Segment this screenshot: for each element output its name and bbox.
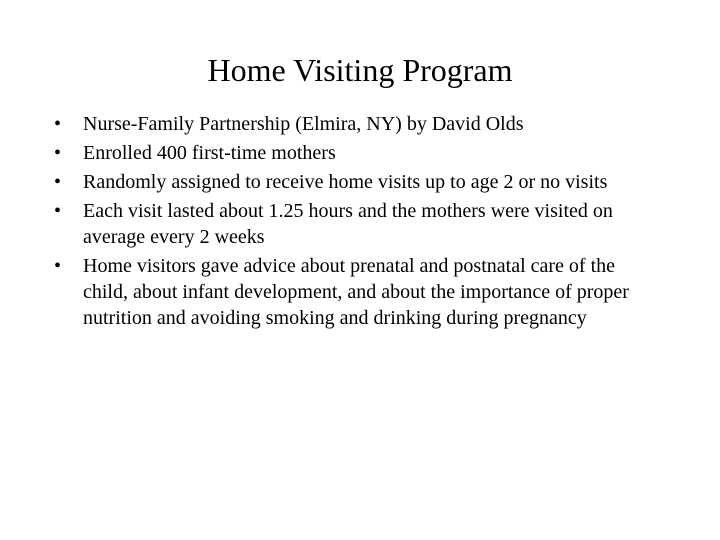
bullet-dot-icon: • (54, 171, 62, 193)
bullet-text: Enrolled 400 first-time mothers (83, 142, 336, 164)
bullet-dot-icon: • (54, 200, 62, 222)
bullet-item (54, 253, 654, 331)
slide-title: Home Visiting Program (207, 52, 513, 88)
bullet-list (54, 111, 654, 334)
bullet-item (54, 111, 654, 137)
bullet-text: Nurse-Family Partnership (Elmira, NY) by David Olds (83, 113, 524, 135)
bullet-text: Each visit lasted about 1.25 hours and the mothers were visited on average every 2 weeks (83, 200, 613, 248)
bullet-item (54, 140, 654, 166)
bullet-text: Randomly assigned to receive home visits up to age 2 or no visits (83, 171, 608, 193)
bullet-item (54, 169, 654, 195)
bullet-dot-icon: • (54, 255, 62, 277)
bullet-text: Home visitors gave advice about prenatal and postnatal care of the child, about infant development, and about the importance of proper nutrition and avoiding smoking and drinking during pregnancy (83, 255, 629, 329)
bullet-item (54, 198, 654, 250)
bullet-dot-icon: • (54, 113, 62, 135)
bullet-dot-icon: • (54, 142, 62, 164)
